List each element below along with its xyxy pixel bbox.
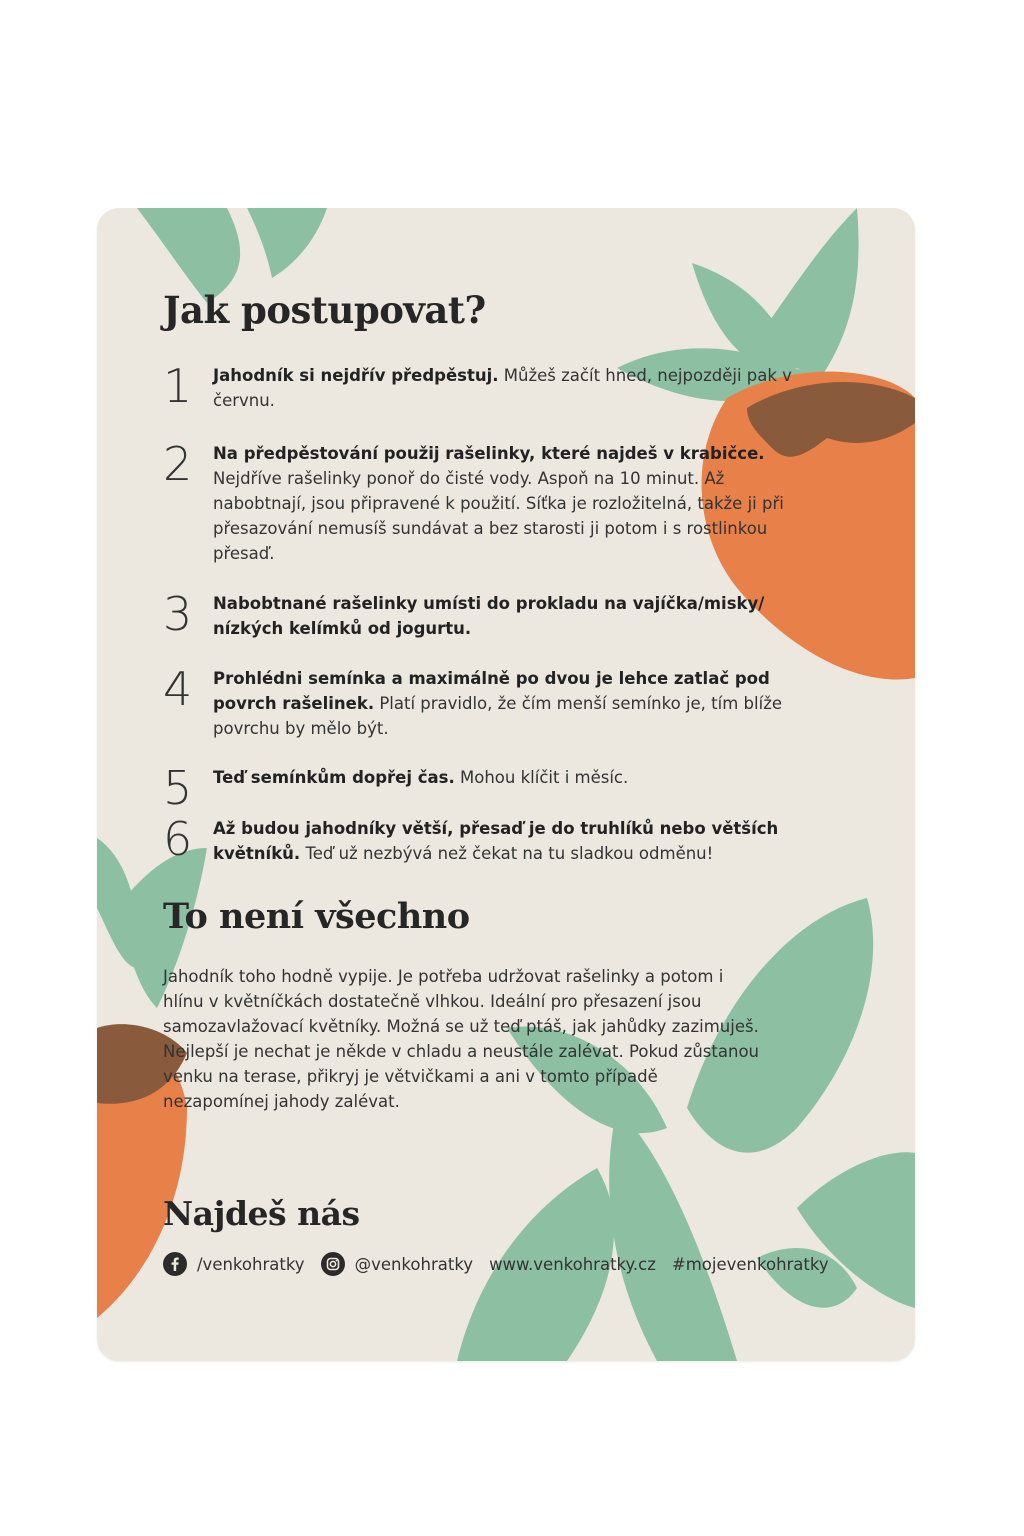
step-bold-text: Nabobtnané rašelinky umísti do prokladu na vajíčka/misky/ nízkých kelímků od jogurtu. (213, 594, 765, 638)
step-rest-text: Platí pravidlo, že čím menší semínko je, tím blíže povrchu by mělo být. (213, 694, 783, 738)
step-rest-text: Můžeš začít hned, nejpozději pak v červnu. (213, 366, 792, 410)
instagram-icon (321, 1252, 345, 1276)
step-number: 1 (163, 359, 193, 413)
step-rest-text: Nejdříve rašelinky ponoř do čisté vody. Aspoň na 10 minut. Až nabobtnají, jsou připravené k použití. Síťka je rozložitelná, takže ji při přesazování nemusíš sundávat a bez starosti ji potom i s rostlinkou přesaď. (213, 469, 784, 563)
section-title-more: To není všechno (163, 896, 470, 937)
website-link[interactable]: www.venkohratky.cz (489, 1254, 656, 1274)
instruction-card (97, 208, 915, 1361)
step-text (213, 363, 793, 413)
step-rest-text: Mohou klíčit i měsíc. (454, 768, 629, 787)
step-rest-text: Teď už nezbývá než čekat na tu sladkou odměnu! (300, 844, 714, 863)
step-bold-text: Jahodník si nejdřív předpěstuj. (213, 366, 499, 385)
step-number: 5 (163, 761, 193, 815)
step-text (213, 765, 793, 790)
card-content (97, 208, 915, 1361)
facebook-icon (163, 1252, 187, 1276)
step-bold-text: Teď semínkům dopřej čas. (213, 768, 455, 787)
step-bold-text: Až budou jahodníky větší, přesaď je do truhlíků nebo větších květníků. (213, 819, 779, 863)
section-title-steps: Jak postupovat? (163, 288, 486, 332)
step-text (213, 666, 793, 741)
facebook-handle: /venkohratky (197, 1254, 305, 1274)
step-number: 3 (163, 587, 193, 641)
step-bold-text: Prohlédni semínka a maximálně po dvou je lehce zatlač pod povrch rašelinek. (213, 669, 770, 713)
step-text (213, 816, 793, 866)
step-text (213, 591, 793, 641)
step-text (213, 441, 793, 566)
instagram-link[interactable] (321, 1252, 474, 1276)
instagram-handle: @venkohratky (354, 1254, 474, 1274)
step-number: 4 (163, 662, 193, 716)
step-number: 2 (163, 437, 193, 491)
facebook-link[interactable] (163, 1252, 305, 1276)
step-number: 6 (163, 812, 193, 866)
step-bold-text: Na předpěstování použij rašelinky, které najdeš v krabičce. (213, 444, 765, 463)
more-paragraph: Jahodník toho hodně vypije. Je potřeba udržovat rašelinky a potom i hlínu v květníčkách dostatečně vlhkou. Ideální pro přesazení jsou samozavlažovací květníky. Možná se už teď ptáš, jak jahůdky zazimuješ. Nejlepší je nechat je někde v chladu a neustále zalévat. Pokud zůstanou venku na terase, přikryj je větvičkami a ani v tomto případě nezapomínej jahody zalévat. (163, 967, 759, 1111)
hashtag-text: #mojevenkohratky (671, 1254, 829, 1274)
social-links (163, 1250, 845, 1278)
section-title-find-us: Najdeš nás (163, 1194, 360, 1233)
